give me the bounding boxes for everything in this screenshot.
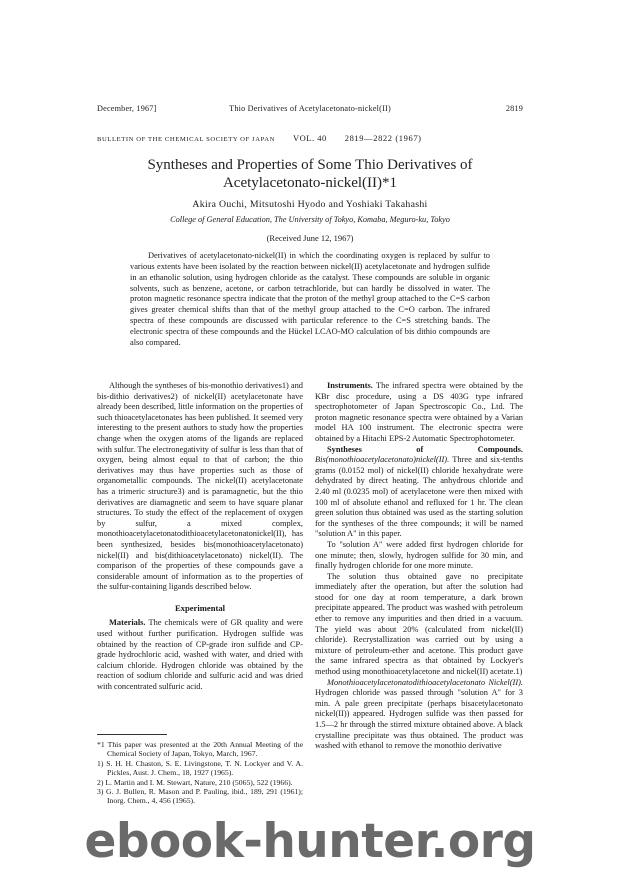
article-title-line-1: Syntheses and Properties of Some Thio Derivatives of — [147, 157, 473, 173]
footnote-item: 1) S. H. H. Chaston, S. E. Livingstone, T. N. Lockyer and V. A. Pickles, Aust. J. Chem., 18, 1927 (1965). — [97, 758, 303, 778]
received-date: (Received June 12, 1967) — [266, 233, 354, 243]
mixed-complex-subtitle: Monothioacetylacetonatodithioacetylacetonato Nickel(II). — [327, 677, 523, 687]
syntheses-subtitle: Bis(monothioacetylacetonato)nickel(II). — [315, 455, 450, 465]
footnote-item: 2) L. Martin and I. M. Stewart, Nature, 210 (5065), 522 (1966). — [97, 777, 293, 787]
instruments-paragraph — [315, 381, 523, 445]
intro-paragraph: Although the syntheses of bis-monothio derivatives1) and bis-dithio derivatives2) of nickel(II) acetylacetonate have already been described, little information on the properties of such thioacetylacetonates has been published. It seemed very interesting to the present authors to study how the properties change when the oxygen atoms of the ligands are replaced with sulfur. The electronegativity of sulfur is less than that of oxygen, being almost equal to that of carbon; the thio derivatives may thus have properties such as those of organometallic compounds. The nickel(II) acetylacetonate has a trimeric structure3) and is paramagnetic, but the thio derivatives are diamagnetic and seem to have square planar structures. To study the effect of the replacement of oxygen by sulfur, a mixed complex, monothioacetylacetonatodithioacetylacetonatonickel(II), has been synthesized, besides bis(monothioacetylacetonato) nickel(II) and bis(dithioacetylacetonato) nickel(II). The comparison of the properties of these compounds gave a considerable amount of information as to the properties of the sulfur-containing ligands described below. — [97, 381, 303, 592]
page-number: 2819 — [505, 104, 523, 113]
authors: Akira Ouchi, Mitsutoshi Hyodo and Yoshiaki Takahashi — [192, 199, 428, 210]
footnote-divider — [97, 734, 167, 735]
section-heading-experimental: Experimental — [174, 602, 226, 613]
mixed-complex-paragraph — [315, 678, 523, 752]
instruments-label: Instruments. — [327, 381, 373, 390]
journal-name: BULLETIN OF THE CHEMICAL SOCIETY OF JAPAN — [97, 136, 275, 143]
syntheses-paragraph — [315, 445, 523, 540]
running-header-title: Thio Derivatives of Acetylacetonato-nickel(II) — [229, 104, 391, 113]
instruments-text: The infrared spectra were obtained by the KBr disc procedure, using a DS 403G type infrared spectrophotometer of Japan Spectroscopic Co., Ltd. The proton magnetic resonance spectra were obtained by a Varian model HA 100 instrument. The electronic spectra were obtained by a Hitachi EPS-2 Automatic Spectrophotometer. — [315, 381, 523, 443]
footnotes — [97, 740, 303, 806]
abstract: Derivatives of acetylacetonato-nickel(II) in which the coordinating oxygen is replaced by sulfur to various extents have been isolated by the reaction between nickel(II) acetylacetonate and hydrogen sulfide in an ethanolic solution, using hydrogen chloride as the catalyst. These compounds are soluble in organic solvents, such as benzene, acetone, or carbon tetrachloride, but can hardly be dissolved in water. The proton magnetic resonance spectra indicate that the proton of the methyl group attached to the C=S carbon gives greater chemical shifts than that of the methyl group attached to the C=O carbon. The infrared spectra of these compounds are discussed with particular reference to the C=S stretching bands. The electronic spectra of these compounds and the Hückel LCAO-MO calculation of bis dithio compounds are also compared. — [130, 251, 490, 347]
mixed-complex-text: Hydrogen chloride was passed through "solution A" for 3 min. A pale green precipitate (perhaps bisacetylacetonato nickel(II)) appeared. Hydrogen sulfide was then passed for 1.5—2 hr through the stirred mixture obtained above. A black crystalline precipitate was thus obtained. The product was washed with ethanol to remove the monothio derivative — [315, 688, 523, 751]
affiliation: College of General Education, The University of Tokyo, Komaba, Meguro-ku, Tokyo — [170, 215, 450, 224]
body-column-right — [315, 381, 523, 752]
footnote-item: *1 This paper was presented at the 20th Annual Meeting of the Chemical Society of Japan, Tokyo, March, 1967. — [97, 740, 303, 759]
precipitate-paragraph: The solution thus obtained gave no precipitate immediately after the operation, but after the solution had stood for one day at room temperature, a dark brown precipitate appeared. The product was washed with petroleum ether to remove any impurities and then dried in a vacuum. The yield was about 20% (calculated from nickel(II) chloride). Recrystallization was carried out by using a mixture of petroleum-ether and acetone. This product gave the same infrared spectra as that obtained by Lockyer's method using monothioacetylacetone and nickel(II) acetate.1) — [315, 571, 523, 677]
watermark-text: ebook-hunter.org — [84, 814, 536, 869]
journal-volume: VOL. 40 — [292, 133, 327, 143]
footnote-item: 3) G. J. Bullen, R. Mason and P. Pauling, ibid., 189, 291 (1961); Inorg. Chem., 4, 456 (1965). — [97, 787, 303, 806]
materials-label: Materials. — [109, 618, 146, 628]
syntheses-label: Syntheses of Compounds. — [327, 444, 523, 454]
article-title-line-2: Acetylacetonato-nickel(II)*1 — [222, 175, 398, 191]
solution-a-paragraph: To "solution A" were added first hydrogen chloride for one minute; then, slowly, hydrogen sulfide for 30 min, and finally hydrogen chloride for one more minute. — [315, 539, 523, 571]
materials-text: The chemicals were of GR quality and were used without further purification. Hydrogen sulfide was obtained by the reaction of CP-grade iron sulfide and CP-grade hydrochloric acid, washed with water, and dried with calcium chloride. Hydrogen chloride was obtained by the reaction of sodium chloride and sulfuric acid and was dried with concentrated sulfuric acid. — [97, 618, 303, 692]
journal-line — [97, 133, 523, 143]
body-column-left — [97, 381, 303, 693]
journal-pages: 2819—2822 (1967) — [344, 133, 422, 143]
running-header-date: December, 1967] — [97, 104, 157, 113]
article-title — [97, 156, 523, 192]
materials-paragraph — [97, 618, 303, 692]
syntheses-text: Three and six-tenths grams (0.0152 mol) of nickel(II) chloride hexahydrate were dehydrated by direct heating. The anhydrous chloride and 2.40 ml (0.0235 mol) of acetylacetone were then mixed with 100 ml of absolute ethanol and refluxed for 1 hr. The clean green solution thus obtained was used as the starting solution for the syntheses of the three compounds; it will be named "solution A" in this paper. — [315, 455, 523, 539]
